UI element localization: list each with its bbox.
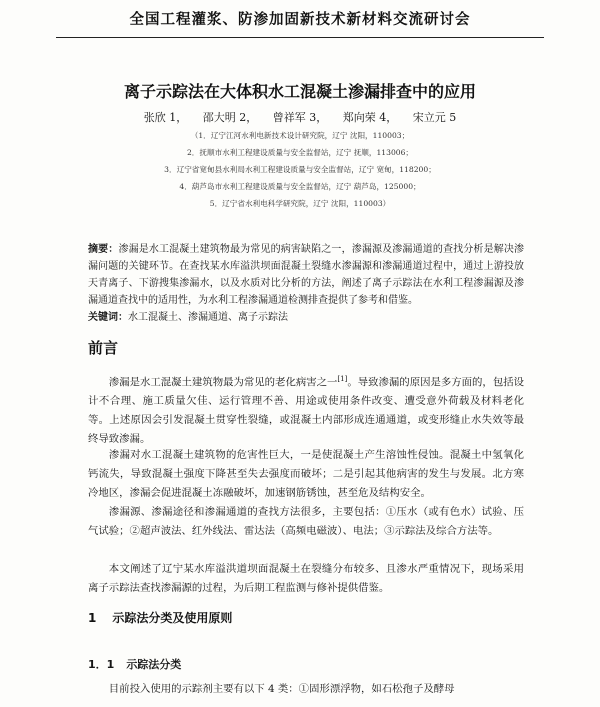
affiliation: （1．辽宁江河水利电新技术设计研究院，辽宁 沈阳，110003； bbox=[190, 131, 410, 140]
section-heading: 1 示踪法分类及使用原则 bbox=[88, 611, 233, 625]
abstract bbox=[88, 241, 524, 309]
affiliation: 2．抚顺市水利工程建设质量与安全监督站，辽宁 抚顺，113006； bbox=[186, 148, 414, 157]
author: 张欣 1， bbox=[143, 111, 188, 124]
author: 宋立元 5 bbox=[412, 111, 457, 124]
affiliation: 3．辽宁省宽甸县水利局水利工程建设质量与安全监督站，辽宁 宽甸，118200； bbox=[164, 165, 436, 174]
affiliation: 5．辽宁省水利电科学研究院，辽宁 沈阳，110003） bbox=[209, 199, 391, 208]
author-list bbox=[0, 109, 600, 125]
conference-header: 全国工程灌浆、防渗加固新技术新材料交流研讨会 bbox=[129, 12, 471, 28]
header-divider bbox=[56, 37, 544, 38]
author: 邵大明 2， bbox=[202, 111, 258, 124]
keywords-label: 关键词： bbox=[88, 312, 128, 323]
paper-title: 离子示踪法在大体积水工混凝土渗漏排查中的应用 bbox=[123, 82, 476, 101]
paragraph: 渗漏是水工混凝土建筑物最为常见的老化病害之一[1]。导致渗漏的原因是多方面的，包括设计不合理、施工质量欠佳、运行管理不善、用途或使用条件改变、遭受意外荷载及材料老化等。上述原因会引发混凝土贯穿性裂缝，或混凝土内部形成连通通道，或变形缝止水失效等最终导致渗漏。 bbox=[88, 375, 525, 446]
paragraph: 渗漏对水工混凝土建筑物的危害性巨大，一是使混凝土产生溶蚀性侵蚀。混凝土中氢氧化钙流失，导致混凝土强度下降甚至失去强度而破坏；二是引起其他病害的发生与发展。北方寒冷地区，渗漏会促进混凝土冻融破坏，加速钢筋锈蚀，甚至危及结构安全。 bbox=[88, 449, 524, 499]
abstract-label: 摘要： bbox=[88, 244, 119, 255]
abstract-text: 渗漏是水工混凝土建筑物最为常见的病害缺陷之一，渗漏源及渗漏通道的查找分析是解决渗漏问题的关键环节。在查找某水库溢洪坝面混凝土裂缝水渗漏源和渗漏通道过程中，通过上游投放天青离子、下游搜集渗漏水，以及水质对比分析的方法，阐述了离子示踪法在水利工程渗漏源及渗漏通道查找中的适用性，为水利工程渗漏通道检测排查提供了参考和借鉴。 bbox=[88, 244, 525, 306]
paragraph: 渗漏源、渗漏途径和渗漏通道的查找方法很多，主要包括：①压水（或有色水）试验、压气试验；②超声波法、红外线法、雷达法（高频电磁波）、电法；③示踪法及综合方法等。 bbox=[88, 506, 524, 537]
paragraph: 目前投入使用的示踪剂主要有以下 4 类：①固形漂浮物，如石松孢子及酵母 bbox=[108, 683, 455, 695]
reference-mark: [1] bbox=[337, 375, 348, 383]
author: 曾祥军 3， bbox=[272, 111, 328, 124]
subsection-heading: 1．1 示踪法分类 bbox=[88, 658, 182, 671]
preface-heading: 前言 bbox=[88, 339, 119, 357]
affiliation: 4．葫芦岛市水利工程建设质量与安全监督站，辽宁 葫芦岛，125000； bbox=[179, 182, 421, 191]
keywords-text: 水工混凝土、渗漏通道、离子示踪法 bbox=[128, 312, 288, 323]
author: 郑向荣 4， bbox=[342, 111, 398, 124]
paragraph: 本文阐述了辽宁某水库溢洪道坝面混凝土在裂缝分布较多、且渗水严重情况下，现场采用离子示踪法查找渗漏源的过程，为后期工程监测与修补提供借鉴。 bbox=[88, 563, 524, 594]
keywords bbox=[88, 308, 288, 323]
